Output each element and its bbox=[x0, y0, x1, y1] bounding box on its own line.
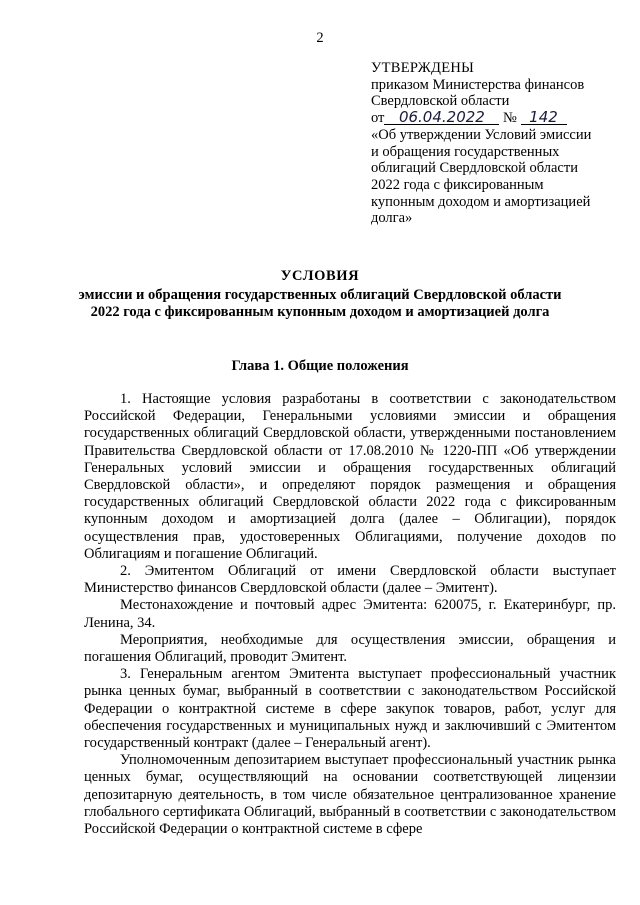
document-title: УСЛОВИЯ bbox=[280, 268, 360, 284]
date-prefix: от bbox=[371, 110, 385, 127]
page-number: 2 bbox=[316, 30, 324, 46]
approval-subject-line: купонным доходом и амортизацией bbox=[371, 193, 591, 210]
paragraph: Местонахождение и почтовый адрес Эмитента: 620075, г. Екатеринбург, пр. Ленина, 34. bbox=[84, 597, 616, 631]
paragraph: 1. Настоящие условия разработаны в соответствии с законодательством Российской Федерации, Генеральными условиями эмиссии и обращения государственных облигаций Свердловской области, утвержденными постановлением Правительства Свердловской области от 17.08.2010 № 1220-ПП «Об утверждении Генеральных условий эмиссии и обращения государственных облигаций Свердловской области», и определяют порядок размещения и обращения государственных облигаций Свердловской области 2022 года с фиксированным купонным доходом и амортизацией долга (далее – Облигации), порядок осуществления прав, удостоверенных Облигациями, получение доходов по Облигациям и погашение Облигаций. bbox=[84, 391, 616, 562]
paragraph: 3. Генеральным агентом Эмитента выступает профессиональный участник рынка ценных бумаг, выбранный в соответствии с законодательством Российской Федерации о контрактной системе в сфере закупок товаров, работ, услуг для обеспечения государственных и муниципальных нужд и заключивший с Эмитентом государственный контракт (далее – Генеральный агент). bbox=[84, 666, 616, 752]
approval-subject-line: и обращения государственных bbox=[371, 143, 560, 160]
handwritten-date: 06.04.2022 bbox=[384, 110, 499, 125]
approval-subject-line: долга» bbox=[371, 210, 413, 227]
number-prefix: № bbox=[503, 110, 517, 127]
approval-subject-line: 2022 года с фиксированным bbox=[371, 176, 544, 193]
paragraph: Уполномоченным депозитарием выступает профессиональный участник рынка ценных бумаг, осуществляющий на основании соответствующей лицензии депозитарную деятельность, в том числе обязательное централизованное хранение глобального сертификата Облигаций, выбранный в соответствии с законодательством Российской Федерации о контрактной системе в сфере bbox=[84, 752, 616, 838]
handwritten-number: 142 bbox=[521, 110, 567, 125]
approval-block bbox=[371, 60, 611, 227]
chapter-heading: Глава 1. Общие положения bbox=[231, 358, 409, 374]
document-subtitle-line: 2022 года с фиксированным купонным доходом и амортизацией долга bbox=[90, 304, 550, 320]
approval-date-number-line bbox=[371, 110, 611, 127]
approval-title: УТВЕРЖДЕНЫ bbox=[371, 60, 475, 76]
approval-ministry-line: Свердловской области bbox=[371, 93, 510, 110]
document-subtitle-line: эмиссии и обращения государственных облигаций Свердловской области bbox=[78, 287, 562, 303]
paragraph: Мероприятия, необходимые для осуществления эмиссии, обращения и погашения Облигаций, проводит Эмитент. bbox=[84, 631, 616, 666]
body-text bbox=[84, 391, 616, 838]
paragraph: 2. Эмитентом Облигаций от имени Свердловской области выступает Министерство финансов Свердловской области (далее – Эмитент). bbox=[84, 563, 616, 597]
approval-subject-line: облигаций Свердловской области bbox=[371, 160, 578, 177]
approval-subject-line: «Об утверждении Условий эмиссии bbox=[371, 126, 592, 143]
approval-order-line: приказом Министерства финансов bbox=[371, 76, 585, 93]
